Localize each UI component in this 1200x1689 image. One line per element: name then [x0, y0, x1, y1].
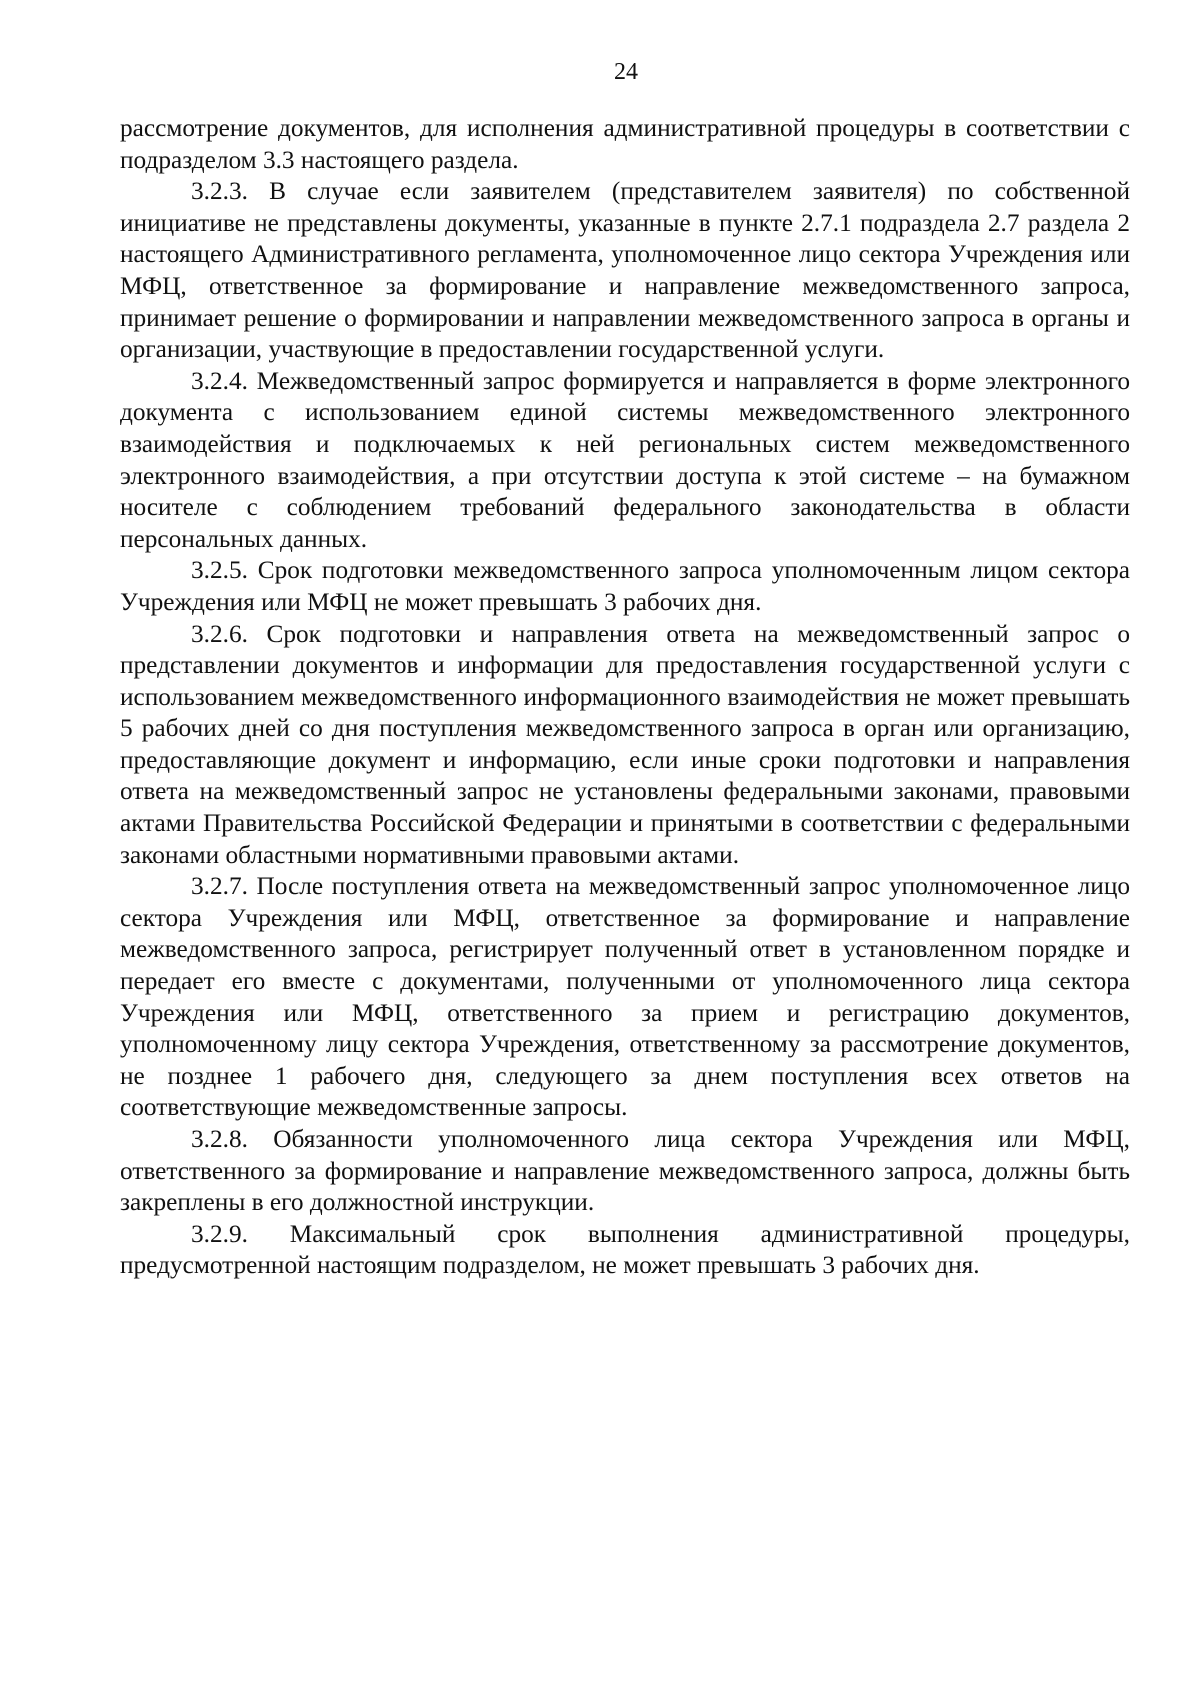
- paragraph-continuation: [120, 113, 1130, 176]
- paragraph-3-2-8: [120, 1124, 1130, 1219]
- paragraph-text: рассмотрение документов, для исполнения административной процедуры в соответствии с подразделом 3.3 настоящего раздела.: [120, 114, 1130, 174]
- paragraph-text: Обязанности уполномоченного лица сектора Учреждения или МФЦ, ответственного за формирование и направление межведомственного запроса, должны быть закреплены в его должностной инструкции.: [120, 1125, 1130, 1217]
- paragraph-3-2-9: [120, 1219, 1130, 1282]
- paragraph-number: 3.2.4.: [191, 366, 248, 395]
- paragraph-3-2-4: [120, 366, 1130, 556]
- paragraph-3-2-7: [120, 871, 1130, 1124]
- page-number: 24: [614, 59, 638, 85]
- paragraph-number: 3.2.3.: [191, 177, 248, 206]
- paragraph-3-2-6: [120, 619, 1130, 872]
- paragraph-number: 3.2.9.: [191, 1219, 248, 1248]
- paragraph-3-2-5: [120, 555, 1130, 618]
- paragraph-number: 3.2.8.: [191, 1125, 248, 1153]
- paragraph-number: 3.2.7.: [191, 872, 248, 901]
- paragraph-text: Срок подготовки межведомственного запроса уполномоченным лицом сектора Учреждения или МФЦ не может превышать 3 рабочих дня.: [120, 556, 1131, 616]
- body-text: [120, 113, 1130, 1282]
- paragraph-number: 3.2.6.: [191, 619, 248, 648]
- paragraph-text: После поступления ответа на межведомственный запрос уполномоченное лицо сектора Учреждения или МФЦ, ответственное за формирование и направление межведомственного запроса, регистрирует полученный ответ в установленном порядке и передает его вместе с документами, полученными от уполномоченного лица сектора Учреждения или МФЦ, ответственного за прием и регистрацию документов, уполномоченному лицу сектора Учреждения, ответственному за рассмотрение документов, не позднее 1 рабочего дня, следующего за днем поступления всех ответов на соответствующие межведомственные запросы.: [120, 872, 1130, 1122]
- paragraph-text: Максимальный срок выполнения административной процедуры, предусмотренной настоящим подразделом, не может превышать 3 рабочих дня.: [120, 1219, 1130, 1280]
- paragraph-3-2-3: [120, 176, 1130, 366]
- paragraph-number: 3.2.5.: [191, 556, 248, 585]
- paragraph-text: Срок подготовки и направления ответа на межведомственный запрос о представлении документов и информации для предоставления государственной услуги с использованием межведомственного информационного взаимодействия не может превышать 5 рабочих дней со дня поступления межведомственного запроса в орган или организацию, предоставляющие документ и информацию, если иные сроки подготовки и направления ответа на межведомственный запрос не установлены федеральными законами, правовыми актами Правительства Российской Федерации и принятыми в соответствии с федеральными законами областными нормативными правовыми актами.: [120, 619, 1130, 869]
- paragraph-text: Межведомственный запрос формируется и направляется в форме электронного документа с использованием единой системы межведомственного электронного взаимодействия и подключаемых к ней региональных систем межведомственного электронного взаимодействия, а при отсутствии доступа к этой системе – на бумажном носителе с соблюдением требований федерального законодательства в области персональных данных.: [120, 366, 1130, 553]
- paragraph-text: В случае если заявителем (представителем заявителя) по собственной инициативе не представлены документы, указанные в пункте 2.7.1 подраздела 2.7 раздела 2 настоящего Административного регламента, уполномоченное лицо сектора Учреждения или МФЦ, ответственное за формирование и направление межведомственного запроса, принимает решение о формировании и направлении межведомственного запроса в органы и организации, участвующие в предоставлении государственной услуги.: [120, 177, 1130, 364]
